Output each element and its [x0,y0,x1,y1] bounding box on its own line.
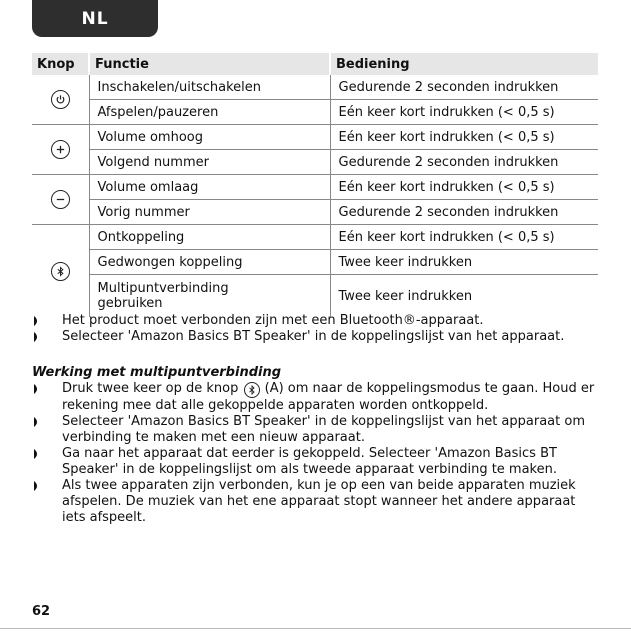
functie-cell: Volume omhoog [89,125,330,150]
table-header-row [32,53,598,75]
functie-cell: Vorig nummer [89,200,330,225]
table-row [32,200,598,225]
header-bediening: Bediening [330,53,598,75]
list-item [32,414,602,446]
functie-cell: Volgend nummer [89,150,330,175]
plus-icon [51,140,70,159]
footer-divider [0,628,631,629]
bediening-cell: Gedurende 2 seconden indrukken [330,200,598,225]
minus-icon [51,190,70,209]
bullet-arrow-icon [34,332,40,342]
table-row [32,125,598,150]
bluetooth-icon [51,262,70,281]
list-item-text: Druk twee keer op de knop [62,381,239,396]
bullet-arrow-icon [34,417,40,427]
list-item [32,313,602,329]
list-item-text: Het product moet verbonden zijn met een Bluetooth®-apparaat. [62,313,484,328]
table-row [32,100,598,125]
bediening-cell: Gedurende 2 seconden indrukken [330,75,598,100]
bediening-cell: Eén keer kort indrukken (< 0,5 s) [330,175,598,200]
list-item-text: (A) om naar de koppelingsmodus te gaan. Houd er rekening mee dat alle gekoppelde apparaten worden ontkoppeld. [62,381,595,413]
list-item [32,381,602,414]
bediening-cell: Twee keer indrukken [338,288,473,304]
bediening-cell: Gedurende 2 seconden indrukken [330,150,598,175]
table-row [32,150,598,175]
list-item-text: Selecteer 'Amazon Basics BT Speaker' in de koppelingslijst van het apparaat. [62,329,565,344]
power-icon [51,90,70,109]
bediening-cell: Eén keer kort indrukken (< 0,5 s) [330,125,598,150]
table-row [32,250,598,275]
bullet-arrow-icon [34,316,40,326]
functie-cell: Gedwongen koppeling [89,250,330,275]
functie-cell: Ontkoppeling [89,225,330,250]
section-title: Werking met multipuntverbinding [32,365,282,380]
requirements-list [32,313,602,345]
list-item-text: Selecteer 'Amazon Basics BT Speaker' in de koppelingslijst van het apparaat om verbinding te maken met een nieuw apparaat. [62,414,585,445]
header-functie: Functie [89,53,330,75]
list-item [32,329,602,345]
language-label: NL [81,8,109,29]
functie-cell: Afspelen/pauzeren [89,100,330,125]
knop-cell [32,75,89,125]
bullet-arrow-icon [34,384,40,394]
bullet-arrow-icon [34,449,40,459]
knop-cell [32,225,89,318]
table-row [32,275,598,318]
bediening-cell: Eén keer kort indrukken (< 0,5 s) [330,225,598,250]
bullet-arrow-icon [34,481,40,491]
table-row [32,75,598,100]
page-number: 62 [32,604,51,619]
functie-cell: Multipuntverbinding gebruiken [89,275,330,318]
bediening-cell: Twee keer indrukken [330,250,598,275]
functie-cell: Volume omlaag [89,175,330,200]
functie-cell: Inschakelen/uitschakelen [89,75,330,100]
list-item-text: Als twee apparaten zijn verbonden, kun je op een van beide apparaten muziek afspelen. De muziek van het ene apparaat stopt wanneer het andere apparaat iets afspeelt. [62,478,576,525]
header-knop: Knop [32,53,89,75]
bediening-cell: Eén keer kort indrukken (< 0,5 s) [330,100,598,125]
knop-cell [32,125,89,175]
table-row [32,175,598,200]
list-item [32,478,602,526]
list-item-text: Ga naar het apparaat dat eerder is gekoppeld. Selecteer 'Amazon Basics BT Speaker' in de koppelingslijst om als tweede apparaat verbinding te maken. [62,446,557,477]
table-row [32,225,598,250]
list-item [32,446,602,478]
multipoint-steps-list [32,381,602,526]
bluetooth-icon [244,382,260,398]
language-tab [32,0,158,37]
knop-cell [32,175,89,225]
button-operations-table [32,53,598,317]
